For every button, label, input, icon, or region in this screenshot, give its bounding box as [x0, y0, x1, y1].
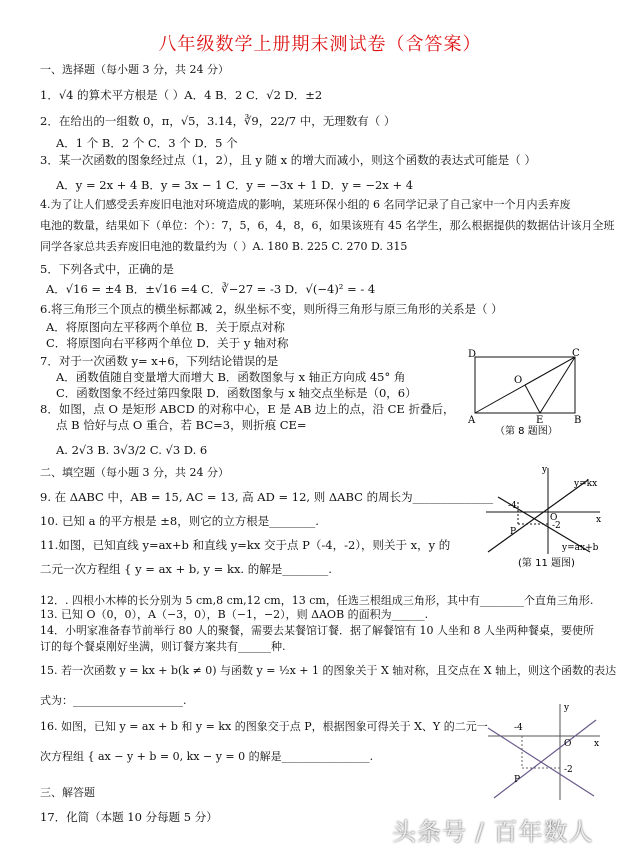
- question-1: 1．√4 的算术平方根是（ ）A．4 B．2 C．√2 D．±2: [40, 88, 323, 102]
- question-11-stem: 11.如图，已知直线 y=ax+b 和直线 y=kx 交于点 P（-4，-2），则关于 x，y 的: [40, 538, 451, 552]
- fig11-label-x: x: [596, 515, 602, 525]
- fig8-label-d: D: [468, 349, 477, 360]
- question-13: 13. 已知 O（0，0），A（−3，0），B（−1，−2），则 ΔAOB 的面积为______.: [40, 608, 429, 621]
- question-4-line1: 4.为了让人们感受丢弃废旧电池对环境造成的影响，某班环保小组的 6 名同学记录了自己家中一个月内丢弃废: [40, 198, 571, 211]
- question-17: 17．化简（本题 10 分每题 5 分）: [40, 810, 218, 824]
- section-answer-heading: 三、解答题: [40, 786, 95, 799]
- fig11-label-minus2: -2: [552, 521, 561, 531]
- question-8-options: A. 2√3 B. 3√3/2 C. √3 D. 6: [56, 443, 208, 457]
- fig11-label-y: y: [542, 465, 548, 475]
- question-6-options-cd: C．将原图向右平移两个单位 D．关于 y 轴对称: [46, 336, 289, 350]
- question-15-line2: 式为：____________________.: [40, 694, 187, 707]
- question-9: 9. 在 ΔABC 中，AB = 15, AC = 13, 高 AD = 12, 则 ΔABC 的周长为______________: [40, 490, 494, 504]
- fig8-label-b: B: [574, 415, 582, 426]
- fig8-label-a: A: [468, 415, 476, 426]
- question-14-line2: 订的每个餐桌刚好坐满，则订餐方案共有______种.: [40, 640, 286, 653]
- question-7-options-ab: A．函数值随自变量增大而增大 B．函数图象与 x 轴正方向成 45° 角: [56, 370, 406, 384]
- question-5-stem: 5．下列各式中，正确的是: [40, 262, 174, 276]
- question-10: 10. 已知 a 的平方根是 ±8，则它的立方根是________.: [40, 514, 319, 528]
- question-4-line3: 同学各家总共丢弃废旧电池的数量约为（ ）A. 180 B. 225 C. 270 D. 315: [40, 240, 408, 253]
- question-2-options: A．1 个 B．2 个 C．3 个 D．5 个: [56, 136, 238, 150]
- section-fill-heading: 二、填空题（每小题 3 分，共 24 分）: [40, 466, 229, 479]
- fig8-label-c: C: [572, 348, 580, 359]
- fig16-label-minus2: -2: [564, 765, 573, 775]
- fig16-label-y: y: [564, 703, 570, 713]
- page-title: 八年级数学上册期末测试卷（含答案）: [158, 34, 482, 55]
- fig16-label-p: P: [514, 775, 521, 785]
- question-2-stem: 2．在给出的一组数 0，π，√5，3.14，∛9，22/7 中，无理数有（ ）: [40, 114, 396, 128]
- figure-16-graph: [484, 700, 604, 804]
- question-7-options-cd: C．函数图象不经过第四象限 D．函数图象与 x 轴交点坐标是（0，6）: [56, 386, 417, 400]
- question-4-line2: 电池的数量，结果如下（单位：个）：7，5，6，4，8，6，如果该班有 45 名学生，那么根据提供的数据估计该月全班: [40, 219, 615, 232]
- question-16-line1: 16. 如图，已知 y = ax + b 和 y = kx 的图象交于点 P，根据图象可得关于 X、Y 的二元一: [40, 720, 488, 733]
- fig8-label-o: O: [514, 375, 523, 386]
- fig16-label-x: x: [594, 739, 600, 749]
- question-6-stem: 6.将三角形三个顶点的横坐标都减 2，纵坐标不变，则所得三角形与原三角形的关系是（ ）: [40, 302, 503, 316]
- figure-8-caption: （第 8 题图）: [495, 426, 558, 437]
- fig11-label-ykx: y=kx: [574, 479, 598, 489]
- figure-11-caption: (第 11 题图): [518, 558, 575, 569]
- question-5-options: A．√16 = ±4 B．±√16 =4 C．∛−27 = -3 D．√(−4)² = - 4: [46, 282, 376, 296]
- question-16-system: 次方程组 { ax − y + b = 0, kx − y = 0 的解是________________.: [40, 750, 374, 763]
- fig8-label-e: E: [536, 415, 544, 426]
- fig11-label-yaxb: y=ax+b: [562, 543, 599, 553]
- figure-11-graph: [478, 462, 608, 570]
- fig16-label-minus4: -4: [514, 723, 523, 733]
- question-11-system: 二元一次方程组 { y = ax + b, y = kx. 的解是________.: [40, 562, 332, 576]
- question-14-line1: 14．小明家准备春节前举行 80 人的聚餐，需要去某餐馆订餐．据了解餐馆有 10 人坐和 8 人坐两种餐桌，要使所: [40, 624, 594, 637]
- question-15-line1: 15. 若一次函数 y = kx + b(k ≠ 0) 与函数 y = ½x + 1 的图象关于 X 轴对称，且交点在 X 轴上，则这个函数的表达: [40, 664, 617, 677]
- fig16-label-origin: O: [564, 739, 572, 749]
- question-6-options-ab: A．将原图向左平移两个单位 B．关于原点对称: [46, 320, 285, 334]
- question-3-stem: 3．某一次函数的图象经过点（1，2），且 y 随 x 的增大而减小，则这个函数的表达式可能是（ ）: [40, 153, 536, 167]
- fig11-label-p: P: [510, 527, 517, 537]
- question-7-stem: 7．对于一次函数 y= x+6，下列结论错误的是: [40, 354, 279, 368]
- figure-8-rectangle: [460, 345, 590, 437]
- watermark-text: 头条号 / 百年数人: [392, 818, 594, 846]
- section-choice-heading: 一、选择题（每小题 3 分，共 24 分）: [40, 63, 229, 76]
- question-3-options: A．y = 2x + 4 B．y = 3x − 1 C．y = −3x + 1 D．y = −2x + 4: [56, 178, 414, 192]
- question-12: 12．. 四根小木棒的长分别为 5 cm,8 cm,12 cm，13 cm，任选三根组成三角形，其中有________个直角三角形.: [40, 594, 594, 607]
- question-8-stem-cont: 点 B 恰好与点 O 重合，若 BC=3，则折痕 CE=: [56, 418, 307, 432]
- question-8-stem: 8．如图，点 O 是矩形 ABCD 的对称中心，E 是 AB 边上的点，沿 CE 折叠后，: [40, 402, 455, 416]
- fig11-label-minus4: -4: [508, 501, 517, 511]
- fig11-label-origin: O: [550, 513, 558, 523]
